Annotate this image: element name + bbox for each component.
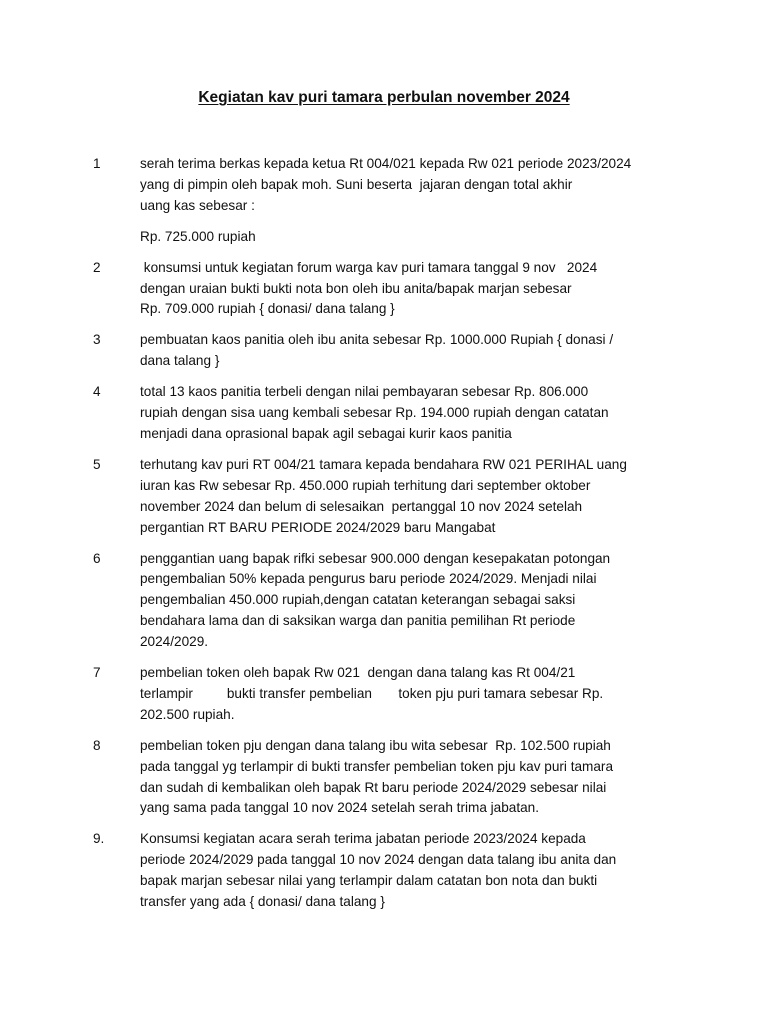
item-text [140, 455, 693, 539]
item-line: transfer yang ada { donasi/ dana talang } [140, 894, 385, 910]
item-number: 9. [93, 831, 105, 847]
item-line: serah terima berkas kepada ketua Rt 004/021 kepada Rw 021 periode 2023/2024 [140, 156, 632, 171]
item-line: pengembalian 50% kepada pengurus baru periode 2024/2029. Menjadi nilai [140, 571, 597, 587]
item-line: yang di pimpin oleh bapak moh. Suni beserta jajaran dengan total akhir [140, 176, 573, 192]
item-text [140, 549, 693, 654]
document-title: Kegiatan kav puri tamara perbulan november 2024 [198, 89, 570, 106]
item-line: periode 2024/2029 pada tanggal 10 nov 2024 dengan data talang ibu anita dan [140, 852, 617, 868]
item-line: pembelian token oleh bapak Rw 021 dengan dana talang kas Rt 004/21 [140, 665, 576, 681]
list-item [93, 154, 693, 248]
item-line: terlampir bukti transfer pembelian token pju puri tamara sebesar Rp. [140, 685, 604, 701]
item-line: pembelian token pju dengan dana talang ibu wita sebesar Rp. 102.500 rupiah [140, 737, 611, 753]
item-line: pergantian RT BARU PERIODE 2024/2029 baru Mangabat [140, 519, 496, 535]
item-line: 2024/2029. [140, 634, 209, 650]
item-line: bapak marjan sebesar nilai yang terlampir dalam catatan bon nota dan bukti [140, 873, 598, 889]
item-line: pada tanggal yg terlampir di bukti transfer pembelian token pju kav puri tamara [140, 758, 614, 774]
item-line: pembuatan kaos panitia oleh ibu anita sebesar Rp. 1000.000 Rupiah { donasi / [140, 332, 614, 348]
item-line: terhutang kav puri RT 004/21 tamara kepada bendahara RW 021 PERIHAL uang [140, 456, 627, 472]
item-line: menjadi dana oprasional bapak agil sebagai kurir kaos panitia [140, 425, 512, 441]
item-text [140, 154, 693, 248]
item-line: november 2024 dan belum di selesaikan pertanggal 10 nov 2024 setelah [140, 498, 583, 514]
item-line: rupiah dengan sisa uang kembali sebesar Rp. 194.000 rupiah dengan catatan [140, 405, 609, 421]
item-text [140, 829, 693, 913]
item-line: bendahara lama dan di saksikan warga dan panitia pemilihan Rt periode [140, 613, 576, 629]
spacer [140, 217, 693, 227]
item-line: iuran kas Rw sebesar Rp. 450.000 rupiah terhitung dari september oktober [140, 477, 591, 493]
item-line: Konsumsi kegiatan acara serah terima jabatan periode 2023/2024 kepada [140, 831, 586, 847]
activity-list [93, 154, 693, 923]
item-amount-line: Rp. 725.000 rupiah [140, 228, 256, 244]
item-number: 5 [93, 456, 101, 472]
list-item [93, 549, 693, 654]
item-line: total 13 kaos panitia terbeli dengan nilai pembayaran sebesar Rp. 806.000 [140, 384, 589, 400]
item-line: konsumsi untuk kegiatan forum warga kav puri tamara tanggal 9 nov 2024 [140, 259, 598, 275]
list-item [93, 455, 693, 539]
list-item [93, 736, 693, 820]
item-line: dengan uraian bukti bukti nota bon oleh ibu anita/bapak marjan sebesar [140, 280, 572, 296]
item-line: yang sama pada tanggal 10 nov 2024 setelah serah trima jabatan. [140, 800, 540, 816]
item-line: dan sudah di kembalikan oleh bapak Rt baru periode 2024/2029 sebesar nilai [140, 779, 607, 795]
item-text [140, 330, 693, 372]
item-text [140, 258, 693, 321]
item-number: 2 [93, 259, 101, 275]
list-item [93, 258, 693, 321]
list-item [93, 663, 693, 726]
item-text [140, 736, 693, 820]
item-number: 4 [93, 384, 101, 400]
item-number: 1 [93, 156, 101, 171]
item-text [140, 663, 693, 726]
item-line: uang kas sebesar : [140, 197, 255, 213]
list-item [93, 330, 693, 372]
item-number: 3 [93, 332, 101, 348]
item-number: 8 [93, 737, 101, 753]
item-number: 7 [93, 665, 101, 681]
item-line: penggantian uang bapak rifki sebesar 900.000 dengan kesepakatan potongan [140, 550, 611, 566]
list-item [93, 382, 693, 445]
item-line: 202.500 rupiah. [140, 706, 235, 722]
list-item [93, 829, 693, 913]
item-number: 6 [93, 550, 101, 566]
item-line: pengembalian 450.000 rupiah,dengan catatan keterangan sebagai saksi [140, 592, 576, 608]
item-text [140, 382, 693, 445]
item-line: Rp. 709.000 rupiah { donasi/ dana talang } [140, 301, 395, 317]
item-line: dana talang } [140, 353, 220, 369]
